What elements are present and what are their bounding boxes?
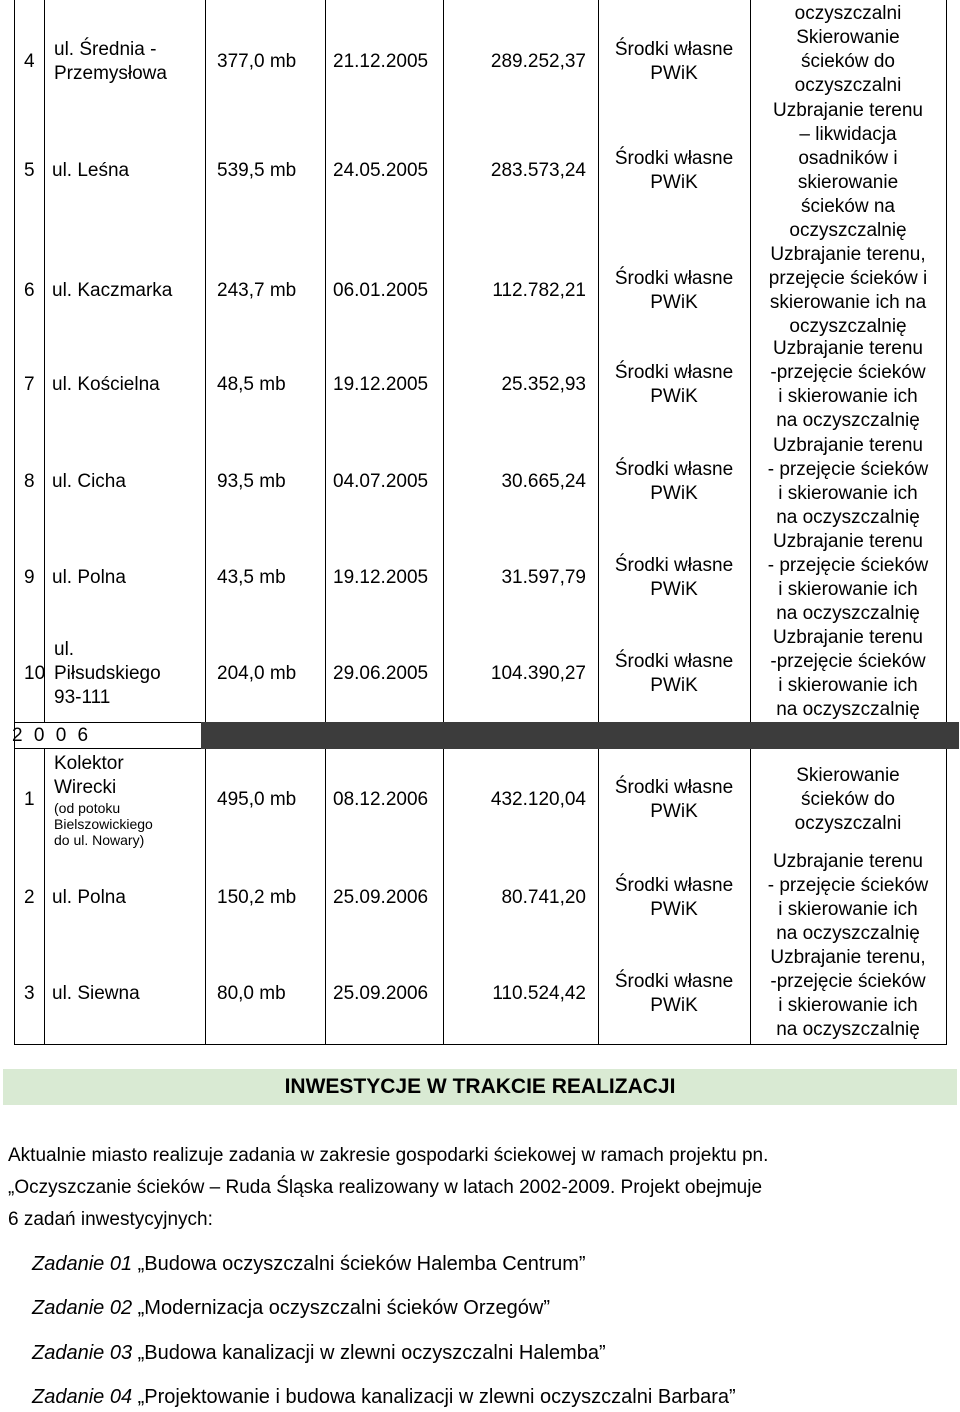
table-rule	[14, 1044, 947, 1045]
scope-description: na oczyszczalnię	[776, 699, 920, 720]
cost-value: 110.524,42	[492, 983, 586, 1004]
scope-description: osadników i	[798, 148, 898, 169]
funding-source: Środki własne	[614, 459, 734, 480]
street-name: ul. Polna	[52, 567, 126, 588]
intro-line-3: 6 zadań inwestycyjnych:	[8, 1209, 213, 1230]
task-text: „Modernizacja oczyszczalni ścieków Orzegów”	[137, 1297, 550, 1319]
task-item	[32, 1251, 586, 1277]
table-rule	[946, 0, 947, 722]
task-item	[32, 1295, 550, 1321]
street-note: Bielszowickiego	[54, 816, 153, 832]
street-name: 93-111	[54, 687, 111, 708]
length-value: 80,0 mb	[217, 983, 286, 1004]
street-name: ul.	[54, 639, 75, 660]
row-number: 7	[24, 374, 35, 395]
scope-description: Uzbrajanie terenu	[773, 435, 923, 456]
table-rule	[14, 749, 15, 1044]
scope-description: - przejęcie ścieków	[767, 555, 929, 576]
street-note: do ul. Nowary)	[54, 832, 145, 848]
funding-source: Środki własne	[614, 555, 734, 576]
funding-source: PWiK	[650, 675, 698, 696]
funding-source: PWiK	[650, 63, 698, 84]
funding-source: Środki własne	[614, 651, 734, 672]
scope-description: Uzbrajanie terenu	[773, 338, 923, 359]
scope-description: Skierowanie	[796, 27, 900, 48]
scope-description: i skierowanie ich	[778, 899, 918, 920]
scope-description: - przejęcie ścieków	[767, 459, 929, 480]
scope-description: na oczyszczalnię	[776, 410, 920, 431]
funding-source: Środki własne	[614, 971, 734, 992]
cost-value: 104.390,27	[490, 663, 586, 684]
funding-source: PWiK	[650, 386, 698, 407]
task-label: Zadanie 02	[32, 1297, 133, 1319]
length-value: 243,7 mb	[217, 280, 297, 301]
scope-description: i skierowanie ich	[778, 483, 918, 504]
funding-source: PWiK	[650, 172, 698, 193]
row-number: 5	[24, 160, 35, 181]
scope-description: ścieków do	[801, 51, 895, 72]
row-number: 10	[24, 663, 46, 684]
scope-description: - przejęcie ścieków	[767, 875, 929, 896]
cost-value: 283.573,24	[490, 160, 586, 181]
table-rule	[14, 0, 15, 722]
scope-description: przejęcie ścieków i	[768, 268, 928, 289]
scope-description: i skierowanie ich	[778, 579, 918, 600]
row-number: 2	[24, 887, 35, 908]
section-banner-title: INWESTYCJE W TRAKCIE REALIZACJI	[284, 1075, 676, 1098]
scope-description: Uzbrajanie terenu,	[770, 244, 926, 265]
scope-description: Uzbrajanie terenu	[773, 531, 923, 552]
scope-description: – likwidacja	[799, 124, 897, 145]
scope-description: oczyszczalni	[794, 75, 902, 96]
scope-description: Skierowanie	[796, 765, 900, 786]
table-rule	[325, 0, 326, 722]
street-name: ul. Cicha	[52, 471, 126, 492]
street-name: ul. Leśna	[52, 160, 130, 181]
street-name: Wirecki	[54, 777, 117, 798]
intro-line-2: „Oczyszczanie ścieków – Ruda Śląska realizowany w latach 2002-2009. Projekt obejmuje	[8, 1177, 763, 1198]
street-name: ul. Kościelna	[52, 374, 160, 395]
funding-source: PWiK	[650, 579, 698, 600]
cost-value: 80.741,20	[501, 887, 586, 908]
length-value: 150,2 mb	[217, 887, 297, 908]
table-rule	[946, 749, 947, 1044]
funding-source: PWiK	[650, 483, 698, 504]
length-value: 204,0 mb	[217, 663, 297, 684]
street-name: Przemysłowa	[54, 63, 167, 84]
funding-source: Środki własne	[614, 362, 734, 383]
street-name: Piłsudskiego	[54, 663, 161, 684]
completion-date: 25.09.2006	[333, 887, 429, 908]
funding-source: Środki własne	[614, 268, 734, 289]
completion-date: 21.12.2005	[333, 51, 429, 72]
street-name: Kolektor	[54, 753, 124, 774]
scope-description: oczyszczalni	[794, 813, 902, 834]
table-rule	[205, 0, 206, 722]
street-name: ul. Kaczmarka	[52, 280, 173, 301]
funding-source: PWiK	[650, 899, 698, 920]
task-item	[32, 1340, 606, 1366]
length-value: 48,5 mb	[217, 374, 286, 395]
scope-description: Uzbrajanie terenu	[773, 627, 923, 648]
completion-date: 06.01.2005	[333, 280, 429, 301]
task-label: Zadanie 04	[32, 1386, 133, 1408]
year-section-bar	[201, 722, 959, 749]
task-text: „Budowa kanalizacji w zlewni oczyszczalni Halemba”	[137, 1342, 606, 1364]
scope-description: na oczyszczalnię	[776, 923, 920, 944]
scope-description: ścieków na	[801, 196, 895, 217]
cost-value: 30.665,24	[501, 471, 586, 492]
completion-date: 24.05.2005	[333, 160, 429, 181]
scope-description: i skierowanie ich	[778, 386, 918, 407]
cost-value: 289.252,37	[490, 51, 586, 72]
row-number: 8	[24, 471, 35, 492]
task-label: Zadanie 03	[32, 1342, 133, 1364]
task-text: „Projektowanie i budowa kanalizacji w zlewni oczyszczalni Barbara”	[137, 1386, 736, 1408]
table-rule	[44, 0, 45, 722]
task-text: „Budowa oczyszczalni ścieków Halemba Centrum”	[137, 1253, 586, 1275]
completion-date: 04.07.2005	[333, 471, 429, 492]
length-value: 377,0 mb	[217, 51, 297, 72]
scope-description: i skierowanie ich	[778, 995, 918, 1016]
scope-description: na oczyszczalnię	[776, 603, 920, 624]
row-number: 3	[24, 983, 35, 1004]
table-rule	[443, 0, 444, 722]
funding-source: Środki własne	[614, 875, 734, 896]
funding-source: Środki własne	[614, 39, 734, 60]
row-number: 9	[24, 567, 35, 588]
funding-source: PWiK	[650, 801, 698, 822]
length-value: 495,0 mb	[217, 789, 297, 810]
street-name: ul. Polna	[52, 887, 126, 908]
row-number: 6	[24, 280, 35, 301]
table-rule	[205, 749, 206, 1044]
street-name: ul. Siewna	[52, 983, 140, 1004]
table-rule	[44, 749, 45, 1044]
task-label: Zadanie 01	[32, 1253, 133, 1275]
street-note: (od potoku	[54, 800, 121, 816]
row-number: 1	[24, 789, 35, 810]
task-item	[32, 1384, 736, 1410]
cost-value: 31.597,79	[501, 567, 586, 588]
scope-description: -przejęcie ścieków	[770, 651, 926, 672]
scope-description: oczyszczalni	[794, 3, 902, 24]
funding-source: PWiK	[650, 292, 698, 313]
cost-value: 112.782,21	[492, 280, 586, 301]
year-section-label: 2 0 0 6	[12, 725, 92, 746]
row-number: 4	[24, 51, 35, 72]
length-value: 93,5 mb	[217, 471, 286, 492]
scope-description: i skierowanie ich	[778, 675, 918, 696]
scope-description: Uzbrajanie terenu	[773, 100, 923, 121]
completion-date: 29.06.2005	[333, 663, 429, 684]
scope-description: Uzbrajanie terenu,	[770, 947, 926, 968]
scope-description: skierowanie ich na	[769, 292, 927, 313]
intro-line-1: Aktualnie miasto realizuje zadania w zakresie gospodarki ściekowej w ramach projektu pn.	[8, 1145, 769, 1166]
scope-description: oczyszczalnię	[789, 316, 907, 337]
completion-date: 19.12.2005	[333, 567, 429, 588]
length-value: 539,5 mb	[217, 160, 297, 181]
scope-description: -przejęcie ścieków	[770, 971, 926, 992]
table-rule	[325, 749, 326, 1044]
funding-source: PWiK	[650, 995, 698, 1016]
cost-value: 25.352,93	[501, 374, 586, 395]
scope-description: skierowanie	[797, 172, 899, 193]
funding-source: Środki własne	[614, 148, 734, 169]
scope-description: Uzbrajanie terenu	[773, 851, 923, 872]
scope-description: na oczyszczalnię	[776, 507, 920, 528]
completion-date: 25.09.2006	[333, 983, 429, 1004]
scope-description: oczyszczalnię	[789, 220, 907, 241]
scope-description: ścieków do	[801, 789, 895, 810]
street-name: ul. Średnia -	[54, 39, 157, 60]
completion-date: 08.12.2006	[333, 789, 429, 810]
length-value: 43,5 mb	[217, 567, 286, 588]
scope-description: na oczyszczalnię	[776, 1019, 920, 1040]
completion-date: 19.12.2005	[333, 374, 429, 395]
cost-value: 432.120,04	[490, 789, 586, 810]
funding-source: Środki własne	[614, 777, 734, 798]
scope-description: -przejęcie ścieków	[770, 362, 926, 383]
